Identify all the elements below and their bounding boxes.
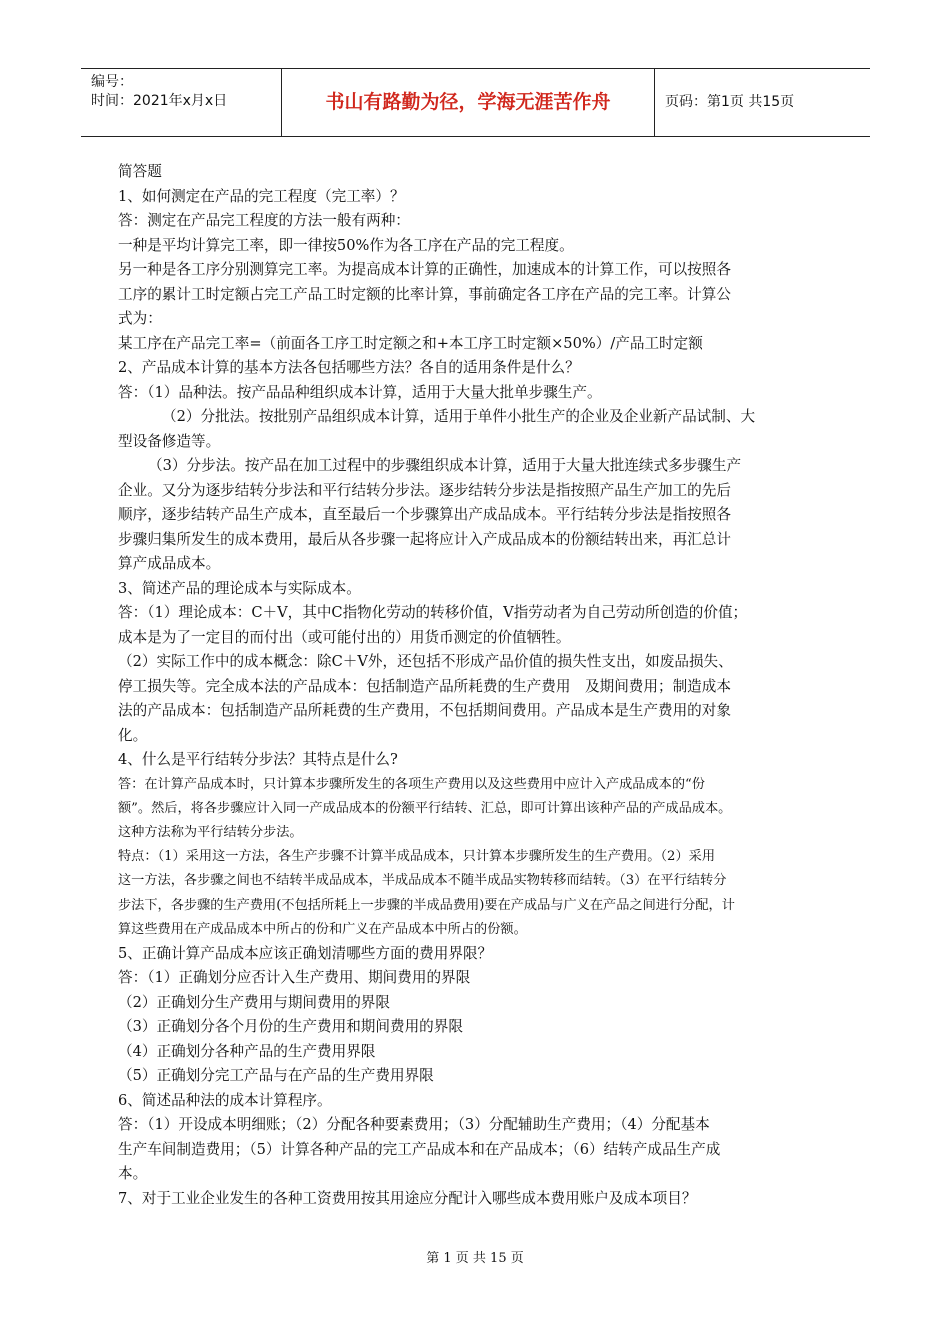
text-line: （3）正确划分各个月份的生产费用和期间费用的界限 [118,1018,463,1036]
text-line: 7、对于工业企业发生的各种工资费用按其用途应分配计入哪些成本费用账户及成本项目？ [118,1189,697,1207]
text-line: 化。 [118,726,148,744]
text-line: （3）分步法。按产品在加工过程中的步骤组织成本计算，适用于大量大批连续式多步骤生产 [148,457,742,474]
text-line: （2）正确划分生产费用与期间费用的界限 [118,993,390,1011]
header-info-cell [81,69,282,136]
text-line: 步法下，各步骤的生产费用(不包括所耗上一步骤的半成品费用)要在产成品与广义在产品之间进行分配，计 [118,897,735,913]
text-line: 成本是为了一定目的而付出（或可能付出的）用货币测定的价值牺牲。 [118,628,571,646]
text-line: 3、简述产品的理论成本与实际成本。 [118,579,361,597]
text-line: 算产成品成本。 [118,555,221,572]
text-line: 这种方法称为平行结转分步法。 [118,824,303,840]
text-line: 一种是平均计算完工率，即一律按50%作为各工序在产品的完工程度。 [118,236,574,254]
text-line: 简答题 [118,163,162,180]
text-line: 5、正确计算产品成本应该正确划清哪些方面的费用界限？ [118,944,493,962]
text-line: 4、什么是平行结转分步法？其特点是什么? [118,751,398,768]
header-motto: 书山有路勤为径，学海无涯苦作舟 [282,69,655,136]
document-number-label: 编号： [91,74,133,90]
text-line: 型设备修造等。 [118,432,221,450]
text-line: （2）实际工作中的成本概念：除C＋V外，还包括不形成产品价值的损失性支出，如废品损失、 [118,653,733,670]
text-line: 答：测定在产品完工程度的方法一般有两种： [118,212,410,229]
text-line: 答：（1）理论成本：C＋V，其中C指物化劳动的转移价值，V指劳动者为自己劳动所创造的价值； [118,604,748,621]
page-footer: 第 1 页 共 15 页 [426,1251,524,1266]
text-line: 本。 [118,1165,148,1183]
text-line: 步骤归集所发生的成本费用，最后从各步骤一起将应计入产成品成本的份额结转出来，再汇总计 [118,530,731,548]
text-line: 生产车间制造费用；（5）计算各种产品的完工产品成本和在产品成本；（6）结转产成品生产成 [118,1140,721,1158]
page-header [81,68,870,137]
text-line: 另一种是各工序分别测算完工率。为提高成本计算的正确性，加速成本的计算工作，可以按照各 [118,261,731,278]
text-line: 式为： [118,310,162,327]
text-line: 答：（1）品种法。按产品品种组织成本计算，适用于大量大批单步骤生产。 [118,383,602,401]
text-line: （4）正确划分各种产品的生产费用界限 [118,1042,376,1060]
text-line: 特点：（1）采用这一方法，各生产步骤不计算半成品成本，只计算本步骤所发生的生产费用。（2）采用 [118,849,716,865]
text-line: 1、如何测定在产品的完工程度（完工率）？ [118,187,405,205]
text-line: 额”。然后，将各步骤应计入同一产成品成本的份额平行结转、汇总，即可计算出该种产品的产成品成本。 [118,800,732,816]
document-body [118,160,840,1211]
text-line: 答：（1）开设成本明细账；（2）分配各种要素费用；（3）分配辅助生产费用；（4）分配基本 [118,1116,710,1134]
text-line: 工序的累计工时定额占完工产品工时定额的比率计算，事前确定各工序在产品的完工率。计算公 [118,285,731,303]
text-line: （5）正确划分完工产品与在产品的生产费用界限 [118,1067,434,1085]
text-line: 答：在计算产品成本时，只计算本步骤所发生的各项生产费用以及这些费用中应计入产成品成本的“份 [118,776,705,792]
text-line: （2）分批法。按批别产品组织成本计算，适用于单件小批生产的企业及企业新产品试制、大 [162,408,756,425]
text-line: 企业。又分为逐步结转分步法和平行结转分步法。逐步结转分步法是指按照产品生产加工的先后 [118,481,731,499]
text-line: 法的产品成本：包括制造产品所耗费的生产费用，不包括期间费用。产品成本是生产费用的对象 [118,702,731,719]
text-line: 这一方法，各步骤之间也不结转半成品成本，半成品成本不随半成品实物转移而结转。（3）在平行结转分 [118,873,727,889]
header-page-number: 页码：第1页 共15页 [665,94,795,110]
text-line: 停工损失等。完全成本法的产品成本：包括制造产品所耗费的生产费用 及期间费用；制造成本 [118,677,731,695]
document-date-label: 时间：2021年x月x日 [91,93,228,109]
text-line: 某工序在产品完工率=（前面各工序工时定额之和+本工序工时定额×50%）/产品工时定额 [118,334,703,352]
text-line: 算这些费用在产成品成本中所占的份和广义在产品成本中所占的份额。 [118,921,527,937]
text-line: 顺序，逐步结转产品生产成本，直至最后一个步骤算出产成品成本。平行结转分步法是指按照各 [118,506,731,523]
text-line: 2、产品成本计算的基本方法各包括哪些方法？各自的适用条件是什么？ [118,359,580,376]
text-line: 6、简述品种法的成本计算程序。 [118,1091,332,1109]
text-line: 答：（1）正确划分应否计入生产费用、期间费用的界限 [118,969,471,987]
